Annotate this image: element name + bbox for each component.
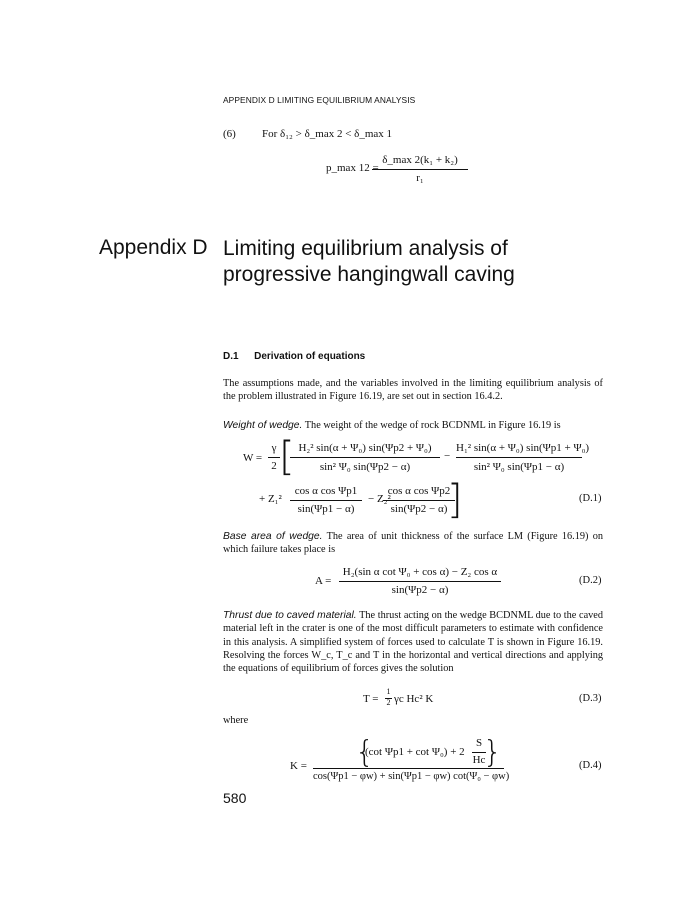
pmax-denominator: r₁ <box>416 172 424 184</box>
page-number: 580 <box>223 790 247 806</box>
thrust-heading: Thrust due to caved material. <box>223 610 357 621</box>
d1-term2-numerator: H₁² sin(α + Ψ₀) sin(Ψp1 + Ψ₀) <box>456 442 590 454</box>
pmax-fraction-bar <box>372 169 468 170</box>
appendix-label: Appendix D <box>99 236 208 259</box>
d1-term2-denominator: sin² Ψ₀ sin(Ψp1 − α) <box>473 461 565 473</box>
thrust-paragraph <box>223 609 603 675</box>
d1-term1-bar <box>290 457 440 458</box>
d1-term3-bar <box>290 500 362 501</box>
intro-paragraph: The assumptions made, and the variables involved in the limiting equilibrium analysis of the problem illustrated in Figure 16.19, are set out in section 16.4.2. <box>223 378 603 403</box>
base-paragraph <box>223 530 603 557</box>
where-text: where <box>223 715 249 726</box>
d2-numerator: H₂(sin α cot Ψ₀ + cos α) − Z₂ cos α <box>342 566 498 578</box>
d1-term4-bar <box>383 500 455 501</box>
d3-label: (D.3) <box>579 693 602 704</box>
d1-open-bracket: [ <box>279 434 295 480</box>
thrust-text: The thrust acting on the wedge BCDNML due to the caved material left in the crater is one of the most difficult parameters to estimate with confidence in this analysis. A simplified system of forces used to calculate T is shown in Figure 16.19. Resolving the forces W_c, T_c and T in the horizontal and vertical directions and applying the equations of equilibrium of forces gives the solution <box>223 610 604 675</box>
d4-main-bar <box>313 768 504 769</box>
appendix-title <box>223 236 515 288</box>
d1-minus: − <box>444 450 451 462</box>
d1-two: 2 <box>271 460 277 472</box>
d3-rest: γc Hc² K <box>394 693 434 705</box>
d1-term4-denominator: sin(Ψp2 − α) <box>390 503 448 515</box>
appendix-title-line-1: Limiting equilibrium analysis of <box>223 237 508 260</box>
pmax-lhs: p_max 12 = <box>326 162 379 174</box>
d1-term3-numerator: cos α cos Ψp1 <box>294 485 358 497</box>
d4-numerator: (cot Ψp1 + cot Ψ₀) + 2 <box>365 746 465 758</box>
d4-close-brace: } <box>483 735 503 770</box>
d1-term2-bar <box>456 457 582 458</box>
d2-label: (D.2) <box>579 575 602 586</box>
d1-term1-numerator: H₂² sin(α + Ψ₀) sin(Ψp2 + Ψ₀) <box>298 442 432 454</box>
d1-term4-numerator: cos α cos Ψp2 <box>387 485 451 497</box>
d4-s-numerator: S <box>475 737 483 749</box>
d4-s-denominator: Hc <box>472 754 486 766</box>
running-header: APPENDIX D LIMITING EQUILIBRIUM ANALYSIS <box>223 95 416 105</box>
d4-label: (D.4) <box>579 760 602 771</box>
d3-half-numerator: 1 <box>386 687 391 696</box>
d4-lhs: K = <box>290 760 307 772</box>
d1-close-bracket: ] <box>447 477 463 523</box>
weight-heading: Weight of wedge. <box>223 420 303 431</box>
appendix-title-line-2: progressive hangingwall caving <box>223 263 515 286</box>
d2-lhs: A = <box>315 575 332 587</box>
case-condition: For δ₁₂ > δ_max 2 < δ_max 1 <box>262 128 393 140</box>
d1-plus-z1: + Z₁² <box>259 493 282 505</box>
base-heading: Base area of wedge. <box>223 531 323 542</box>
base-text: The area of unit thickness of the surface LM (Figure 16.19) on which failure takes place is <box>223 531 603 556</box>
weight-paragraph <box>223 419 603 432</box>
pmax-numerator: δ_max 2(k₁ + k₂) <box>382 154 458 166</box>
case-number: (6) <box>223 128 236 140</box>
d1-gamma: γ <box>271 442 277 454</box>
weight-text: The weight of the wedge of rock BCDNML in Figure 16.19 is <box>304 420 561 431</box>
d2-denominator: sin(Ψp2 − α) <box>391 584 449 596</box>
d1-term1-denominator: sin² Ψ₀ sin(Ψp2 − α) <box>319 461 411 473</box>
d4-denominator: cos(Ψp1 − φw) + sin(Ψp1 − φw) cot(Ψ₀ − φw) <box>313 771 510 782</box>
d2-bar <box>339 581 501 582</box>
section-number: D.1 <box>223 351 239 362</box>
d1-minus-z2: − Z₂² <box>368 493 391 505</box>
d3-half-denominator: 2 <box>386 698 391 707</box>
d1-lhs: W = <box>243 452 263 464</box>
d4-open-brace: { <box>355 735 375 770</box>
d1-term3-denominator: sin(Ψp1 − α) <box>297 503 355 515</box>
section-heading <box>223 351 365 362</box>
section-title: Derivation of equations <box>254 351 366 362</box>
d3-lhs: T = <box>363 693 379 705</box>
d1-label: (D.1) <box>579 493 602 504</box>
